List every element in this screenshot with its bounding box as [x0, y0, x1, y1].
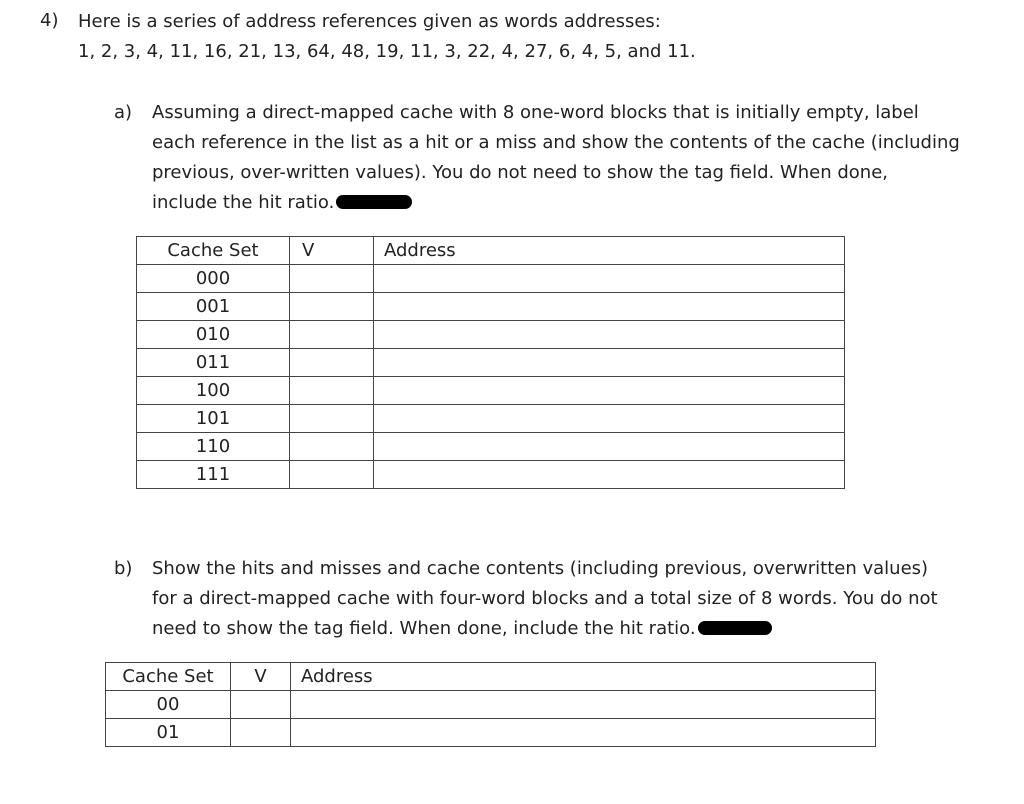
part-a-line-3: previous, over-written values). You do not need to show the tag field. When done,	[152, 162, 889, 183]
valid-cell[interactable]	[290, 293, 374, 321]
cache-table-a	[136, 236, 845, 489]
cache-set-cell: 000	[137, 265, 290, 293]
cache-set-cell: 011	[137, 349, 290, 377]
address-cell[interactable]	[374, 433, 845, 461]
part-b-line-3-text: need to show the tag field. When done, include the hit ratio.	[152, 618, 696, 639]
part-a-line-4	[152, 188, 412, 218]
table-row	[106, 691, 876, 719]
cache-set-cell: 111	[137, 461, 290, 489]
address-cell[interactable]	[374, 377, 845, 405]
table-row	[106, 719, 876, 747]
question-number: 4)	[40, 10, 59, 31]
valid-cell[interactable]	[290, 461, 374, 489]
valid-cell[interactable]	[231, 719, 291, 747]
table-row	[137, 405, 845, 433]
header-cache-set: Cache Set	[106, 663, 231, 691]
header-valid: V	[290, 237, 374, 265]
valid-cell[interactable]	[290, 433, 374, 461]
part-b-line-3	[152, 614, 772, 644]
address-cell[interactable]	[374, 321, 845, 349]
address-cell[interactable]	[374, 293, 845, 321]
table-row	[137, 461, 845, 489]
cache-set-cell: 010	[137, 321, 290, 349]
table-header-row	[137, 237, 845, 265]
cache-set-cell: 100	[137, 377, 290, 405]
valid-cell[interactable]	[290, 321, 374, 349]
part-a-label: a)	[114, 102, 133, 123]
cache-table-b	[105, 662, 876, 747]
address-sequence: 1, 2, 3, 4, 11, 16, 21, 13, 64, 48, 19, 11, 3, 22, 4, 27, 6, 4, 5, and 11.	[78, 41, 696, 62]
part-b-line-1: Show the hits and misses and cache contents (including previous, overwritten values)	[152, 558, 929, 579]
address-cell[interactable]	[374, 349, 845, 377]
address-cell[interactable]	[374, 461, 845, 489]
part-a-line-4-text: include the hit ratio.	[152, 192, 335, 213]
part-b-label: b)	[114, 558, 133, 579]
cache-set-cell: 001	[137, 293, 290, 321]
part-b-line-2: for a direct-mapped cache with four-word blocks and a total size of 8 words. You do not	[152, 588, 938, 609]
valid-cell[interactable]	[290, 405, 374, 433]
header-address: Address	[291, 663, 876, 691]
valid-cell[interactable]	[290, 349, 374, 377]
valid-cell[interactable]	[290, 265, 374, 293]
header-cache-set: Cache Set	[137, 237, 290, 265]
address-cell[interactable]	[291, 691, 876, 719]
question-intro: Here is a series of address references given as words addresses:	[78, 11, 661, 32]
cache-set-cell: 01	[106, 719, 231, 747]
cache-set-cell: 00	[106, 691, 231, 719]
table-row	[137, 349, 845, 377]
table-row	[137, 265, 845, 293]
table-row	[137, 433, 845, 461]
header-address: Address	[374, 237, 845, 265]
part-a-line-1: Assuming a direct-mapped cache with 8 one-word blocks that is initially empty, label	[152, 102, 919, 123]
header-valid: V	[231, 663, 291, 691]
valid-cell[interactable]	[231, 691, 291, 719]
table-row	[137, 293, 845, 321]
table-row	[137, 377, 845, 405]
table-row	[137, 321, 845, 349]
address-cell[interactable]	[374, 265, 845, 293]
part-a-line-2: each reference in the list as a hit or a miss and show the contents of the cache (including	[152, 132, 960, 153]
table-header-row	[106, 663, 876, 691]
cache-set-cell: 110	[137, 433, 290, 461]
redaction-mark	[336, 195, 412, 209]
valid-cell[interactable]	[290, 377, 374, 405]
cache-set-cell: 101	[137, 405, 290, 433]
redaction-mark	[698, 621, 772, 635]
address-cell[interactable]	[291, 719, 876, 747]
address-cell[interactable]	[374, 405, 845, 433]
